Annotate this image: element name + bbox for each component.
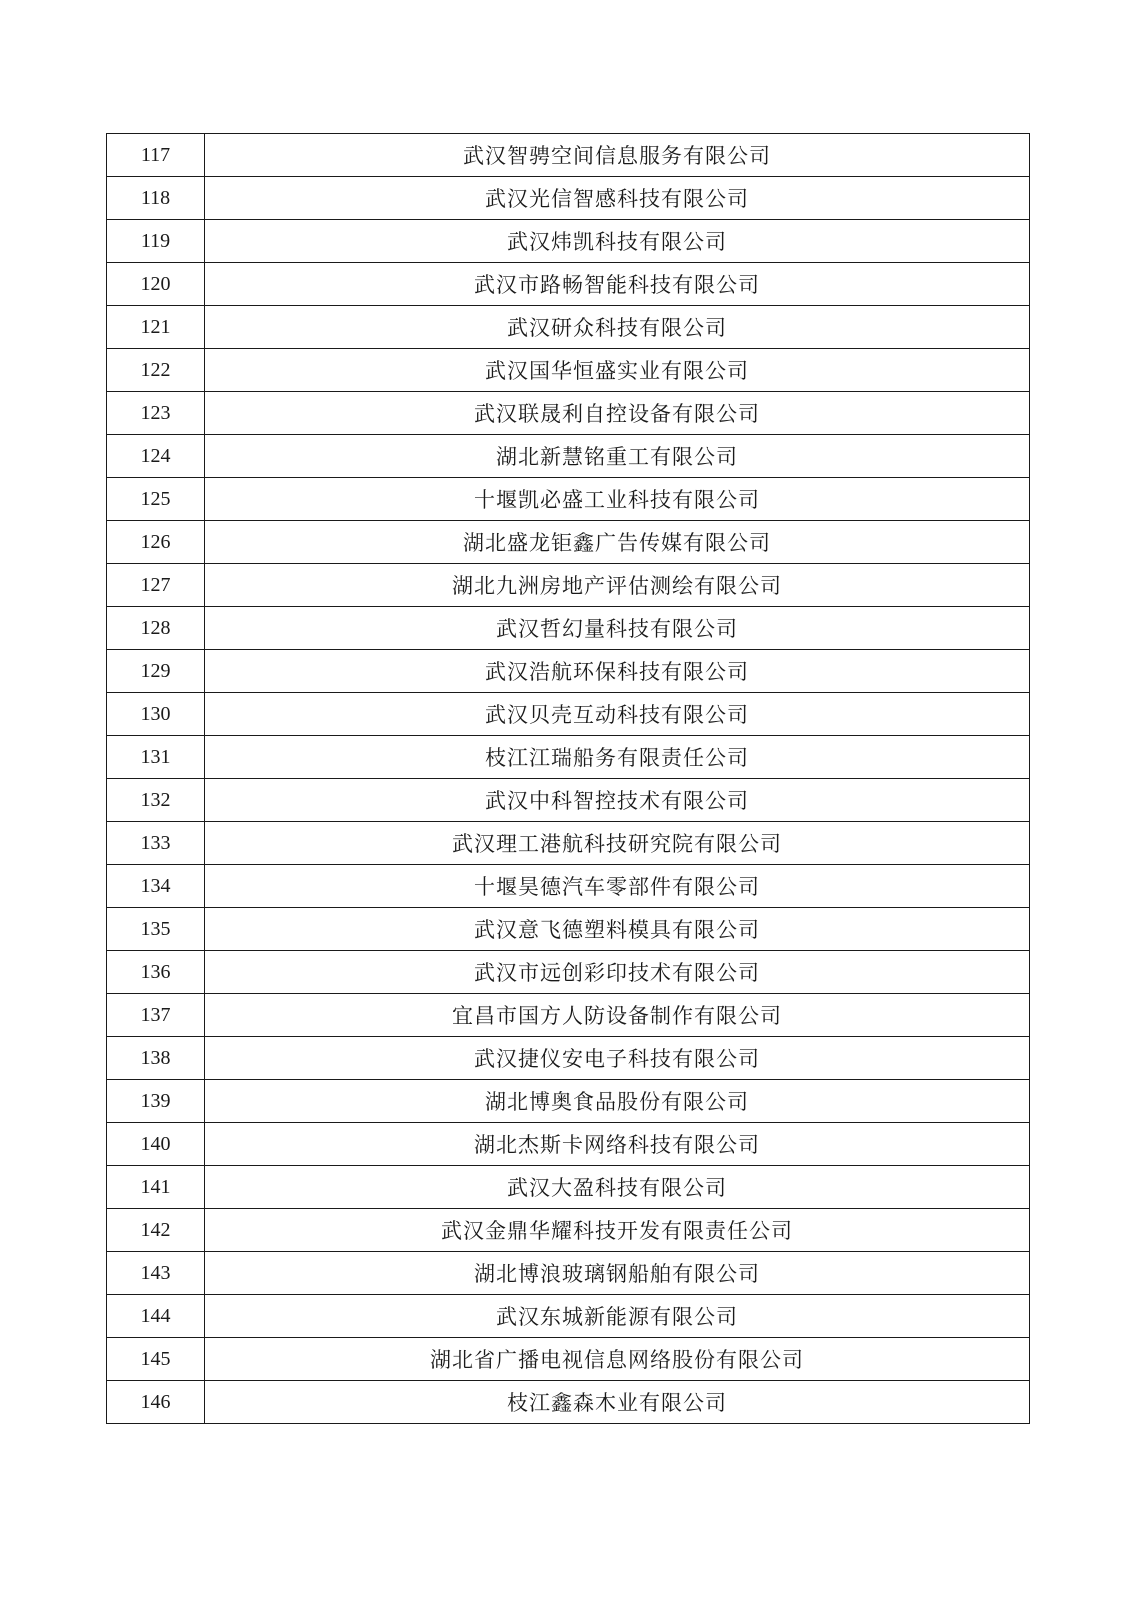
company-name: 枝江江瑞船务有限责任公司 (205, 736, 1030, 779)
table-row (107, 607, 1030, 650)
company-name: 宜昌市国方人防设备制作有限公司 (205, 994, 1030, 1037)
table-row (107, 349, 1030, 392)
table-row (107, 1166, 1030, 1209)
row-number: 117 (107, 134, 205, 177)
table-row (107, 1123, 1030, 1166)
table-row (107, 478, 1030, 521)
company-name: 武汉光信智感科技有限公司 (205, 177, 1030, 220)
table-row (107, 1209, 1030, 1252)
company-name: 湖北新慧铭重工有限公司 (205, 435, 1030, 478)
company-name: 武汉中科智控技术有限公司 (205, 779, 1030, 822)
row-number: 142 (107, 1209, 205, 1252)
table-row (107, 693, 1030, 736)
table-row (107, 1252, 1030, 1295)
table-row (107, 650, 1030, 693)
table-row (107, 306, 1030, 349)
row-number: 144 (107, 1295, 205, 1338)
table-row (107, 263, 1030, 306)
company-name: 武汉研众科技有限公司 (205, 306, 1030, 349)
table-row (107, 564, 1030, 607)
company-name: 武汉国华恒盛实业有限公司 (205, 349, 1030, 392)
row-number: 131 (107, 736, 205, 779)
row-number: 127 (107, 564, 205, 607)
company-name: 枝江鑫森木业有限公司 (205, 1381, 1030, 1424)
table-row (107, 220, 1030, 263)
row-number: 133 (107, 822, 205, 865)
table-row (107, 177, 1030, 220)
row-number: 125 (107, 478, 205, 521)
company-name: 武汉大盈科技有限公司 (205, 1166, 1030, 1209)
row-number: 138 (107, 1037, 205, 1080)
company-name: 武汉市路畅智能科技有限公司 (205, 263, 1030, 306)
company-name: 湖北九洲房地产评估测绘有限公司 (205, 564, 1030, 607)
company-name: 武汉理工港航科技研究院有限公司 (205, 822, 1030, 865)
row-number: 145 (107, 1338, 205, 1381)
table-row (107, 1338, 1030, 1381)
company-name: 武汉市远创彩印技术有限公司 (205, 951, 1030, 994)
company-name: 湖北盛龙钜鑫广告传媒有限公司 (205, 521, 1030, 564)
company-name: 武汉金鼎华耀科技开发有限责任公司 (205, 1209, 1030, 1252)
table-row (107, 134, 1030, 177)
table-body (107, 134, 1030, 1424)
table-row (107, 822, 1030, 865)
company-name: 武汉东城新能源有限公司 (205, 1295, 1030, 1338)
row-number: 123 (107, 392, 205, 435)
company-name: 武汉哲幻量科技有限公司 (205, 607, 1030, 650)
row-number: 141 (107, 1166, 205, 1209)
row-number: 126 (107, 521, 205, 564)
row-number: 118 (107, 177, 205, 220)
table-row (107, 521, 1030, 564)
table-row (107, 951, 1030, 994)
table-row (107, 1037, 1030, 1080)
row-number: 140 (107, 1123, 205, 1166)
row-number: 136 (107, 951, 205, 994)
row-number: 128 (107, 607, 205, 650)
row-number: 122 (107, 349, 205, 392)
company-name: 武汉联晟利自控设备有限公司 (205, 392, 1030, 435)
table-row (107, 1381, 1030, 1424)
table-row (107, 736, 1030, 779)
row-number: 132 (107, 779, 205, 822)
row-number: 134 (107, 865, 205, 908)
row-number: 121 (107, 306, 205, 349)
table-row (107, 908, 1030, 951)
table-row (107, 994, 1030, 1037)
company-name: 湖北省广播电视信息网络股份有限公司 (205, 1338, 1030, 1381)
company-name: 湖北杰斯卡网络科技有限公司 (205, 1123, 1030, 1166)
row-number: 129 (107, 650, 205, 693)
row-number: 135 (107, 908, 205, 951)
row-number: 130 (107, 693, 205, 736)
company-name: 十堰昊德汽车零部件有限公司 (205, 865, 1030, 908)
row-number: 139 (107, 1080, 205, 1123)
company-list-table (106, 133, 1030, 1424)
company-name: 湖北博奥食品股份有限公司 (205, 1080, 1030, 1123)
company-name: 武汉智骋空间信息服务有限公司 (205, 134, 1030, 177)
company-name: 武汉炜凯科技有限公司 (205, 220, 1030, 263)
company-name: 武汉贝壳互动科技有限公司 (205, 693, 1030, 736)
row-number: 124 (107, 435, 205, 478)
row-number: 143 (107, 1252, 205, 1295)
row-number: 137 (107, 994, 205, 1037)
row-number: 120 (107, 263, 205, 306)
company-name: 武汉意飞德塑料模具有限公司 (205, 908, 1030, 951)
row-number: 119 (107, 220, 205, 263)
company-name: 武汉浩航环保科技有限公司 (205, 650, 1030, 693)
table-row (107, 1295, 1030, 1338)
table-row (107, 435, 1030, 478)
table-row (107, 1080, 1030, 1123)
row-number: 146 (107, 1381, 205, 1424)
table-row (107, 865, 1030, 908)
company-name: 武汉捷仪安电子科技有限公司 (205, 1037, 1030, 1080)
company-name: 湖北博浪玻璃钢船舶有限公司 (205, 1252, 1030, 1295)
company-name: 十堰凯必盛工业科技有限公司 (205, 478, 1030, 521)
table-row (107, 779, 1030, 822)
table-row (107, 392, 1030, 435)
